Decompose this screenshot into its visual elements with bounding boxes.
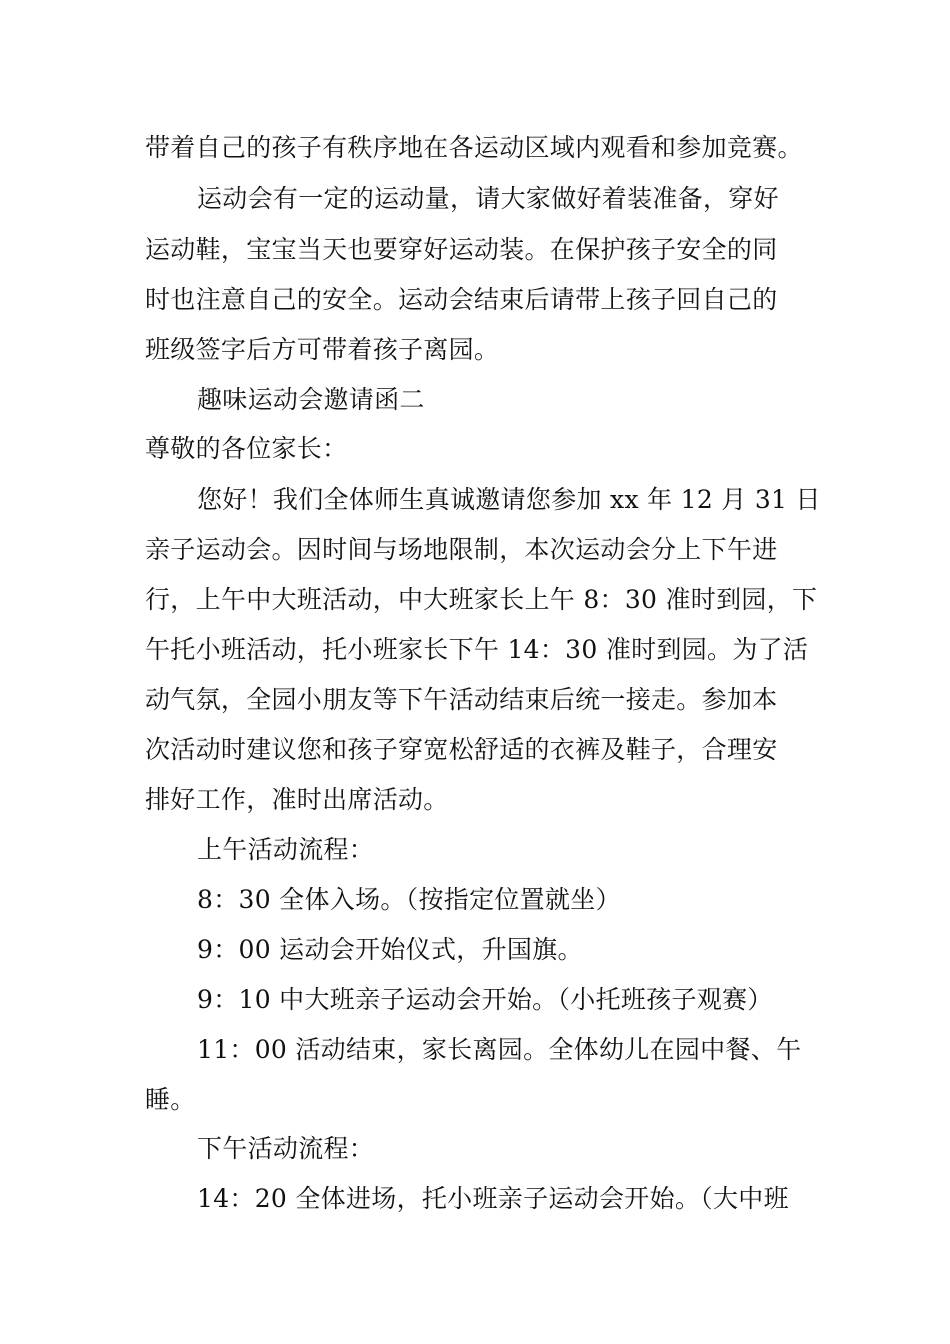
paragraph-line: 行，上午中大班活动，中大班家长上午 8：30 准时到园，下 [145, 585, 818, 614]
paragraph-line: 班级签字后方可带着孩子离园。 [145, 335, 500, 364]
salutation: 尊敬的各位家长： [145, 434, 348, 463]
schedule-heading: 上午活动流程： [197, 835, 375, 864]
schedule-item-continuation: 睡。 [145, 1085, 196, 1114]
paragraph-line: 动气氛，全园小朋友等下午活动结束后统一接走。参加本 [145, 685, 778, 714]
schedule-item: 14：20 全体进场，托小班亲子运动会开始。（大中班 [197, 1184, 789, 1213]
section-title: 趣味运动会邀请函二 [197, 385, 425, 414]
schedule-item: 9：00 运动会开始仪式，升国旗。 [197, 935, 583, 964]
schedule-item: 9：10 中大班亲子运动会开始。（小托班孩子观赛） [197, 985, 773, 1014]
schedule-item: 11：00 活动结束，家长离园。全体幼儿在园中餐、午 [197, 1035, 802, 1064]
schedule-item: 8：30 全体入场。（按指定位置就坐） [197, 885, 621, 914]
paragraph-line: 运动会有一定的运动量，请大家做好着装准备，穿好 [197, 184, 779, 213]
paragraph-line: 运动鞋，宝宝当天也要穿好运动装。在保护孩子安全的同 [145, 235, 778, 264]
paragraph-line: 排好工作，准时出席活动。 [145, 785, 449, 814]
paragraph-line: 带着自己的孩子有秩序地在各运动区域内观看和参加竞赛。 [145, 133, 803, 162]
paragraph-line: 亲子运动会。因时间与场地限制，本次运动会分上下午进 [145, 535, 778, 564]
paragraph-line: 您好！我们全体师生真诚邀请您参加 xx 年 12 月 31 日 [197, 485, 821, 514]
paragraph-line: 时也注意自己的安全。运动会结束后请带上孩子回自己的 [145, 285, 778, 314]
paragraph-line: 次活动时建议您和孩子穿宽松舒适的衣裤及鞋子，合理安 [145, 735, 778, 764]
schedule-heading: 下午活动流程： [197, 1134, 375, 1163]
paragraph-line: 午托小班活动，托小班家长下午 14：30 准时到园。为了活 [145, 635, 809, 664]
